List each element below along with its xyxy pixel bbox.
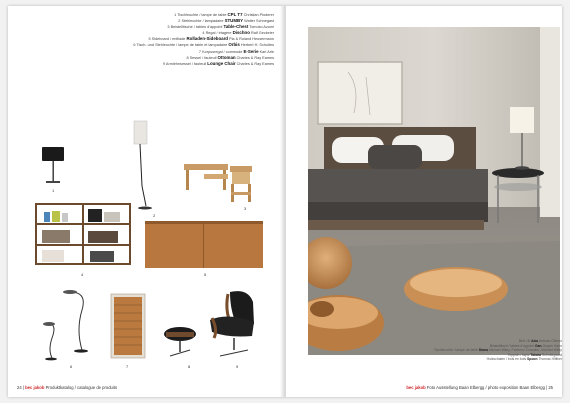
side-tables-illustration bbox=[184, 164, 252, 202]
bedroom-photo bbox=[308, 27, 560, 355]
legend-row: 2 Stehleuchte / lampadaire STUMBY Walter Schnegast bbox=[178, 18, 274, 24]
legend-row: 8 Sessel / fauteuil Ottoman Charles & Ray Eames bbox=[186, 54, 274, 60]
footer-left: 24 | bec jakob Produktkatalog / catalogue de produits bbox=[17, 385, 118, 390]
photo-legend-row: Bett / lit Azia Antonio Citterio bbox=[518, 339, 562, 343]
shelf-illustration bbox=[36, 204, 130, 264]
footer-right: bec jakob Foto Ausstellung Baan Elbergg / photo exposition Baan Elbergg | 25 bbox=[406, 385, 553, 390]
caption-4: 4 bbox=[81, 272, 84, 277]
caption-2: 2 bbox=[153, 213, 156, 218]
legend-row: 5 Sideboard / enfilade Rolladen-Sideboard Pia & Roland Heusermann bbox=[148, 36, 274, 42]
table-lamp-illustration bbox=[42, 147, 64, 183]
catalog-spread bbox=[8, 6, 562, 397]
lounge-chair-illustration bbox=[210, 291, 254, 356]
bedroom-scene bbox=[308, 27, 560, 355]
photo-legend-row: Holzschalen / bols en bois Spoon Thomas Hilfiker bbox=[486, 357, 562, 362]
caption-5: 5 bbox=[204, 272, 207, 277]
page-number-left: 24 bbox=[17, 385, 22, 390]
photo-legend-row: Tischleuchte / lampe de table Diana Michael Wiley, Federico Colombo, Michael Wiley bbox=[433, 348, 562, 353]
caption-3: 3 bbox=[244, 206, 247, 211]
footer-left-text: Produktkatalog / catalogue de produits bbox=[45, 385, 118, 390]
caption-7: 7 bbox=[126, 364, 129, 369]
caption-8: 8 bbox=[188, 364, 191, 369]
legend-row: 9 Armlehnsessel / fauteuil Lounge Chair Charles & Ray Eames bbox=[162, 60, 274, 66]
page-number-right: 25 bbox=[548, 385, 553, 390]
photo-legend-row: Beistelltisch / tables d'appoint Gan Jürgen Hahn bbox=[489, 343, 562, 348]
caption-1: 1 bbox=[52, 188, 55, 193]
sideboard-illustration bbox=[145, 221, 263, 268]
product-illustrations bbox=[8, 6, 284, 397]
legend-row: 3 Beistelltische / tables d'appoint Table-Chest Tomoko Azumi bbox=[167, 24, 274, 30]
legend-row: 6 Tisch- und Stehleuchte / lampe de table et lampadaire Orbis Herbert H. Schultes bbox=[133, 42, 274, 48]
legend-row: 4 Regal / étagère Dischno Ralf Geckeler bbox=[202, 30, 274, 36]
caption-9: 9 bbox=[236, 364, 239, 369]
footer-right-text: Foto Ausstellung Baan Elbergg / photo exposition Baan Elbergg bbox=[426, 385, 545, 390]
photo-legend bbox=[400, 339, 562, 362]
legend-row: 1 Tischleuchte / lampe de table CPL T7 Christian Ploderer bbox=[174, 12, 274, 17]
drawer-tower-illustration bbox=[111, 294, 145, 358]
brand-left: bec jakob bbox=[25, 385, 45, 390]
orbis-lamps-illustration bbox=[43, 290, 88, 360]
photo-legend-row: Teppich / tapis Takara Schmidgaard bbox=[507, 352, 562, 357]
legend-row: 7 Korpusregal / commode E-Serie Karl Arle bbox=[198, 48, 274, 54]
floor-lamp-illustration bbox=[134, 121, 152, 210]
brand-right: bec jakob bbox=[406, 385, 426, 390]
ottoman-illustration bbox=[164, 327, 196, 356]
left-page bbox=[8, 6, 284, 397]
caption-6: 6 bbox=[70, 364, 73, 369]
